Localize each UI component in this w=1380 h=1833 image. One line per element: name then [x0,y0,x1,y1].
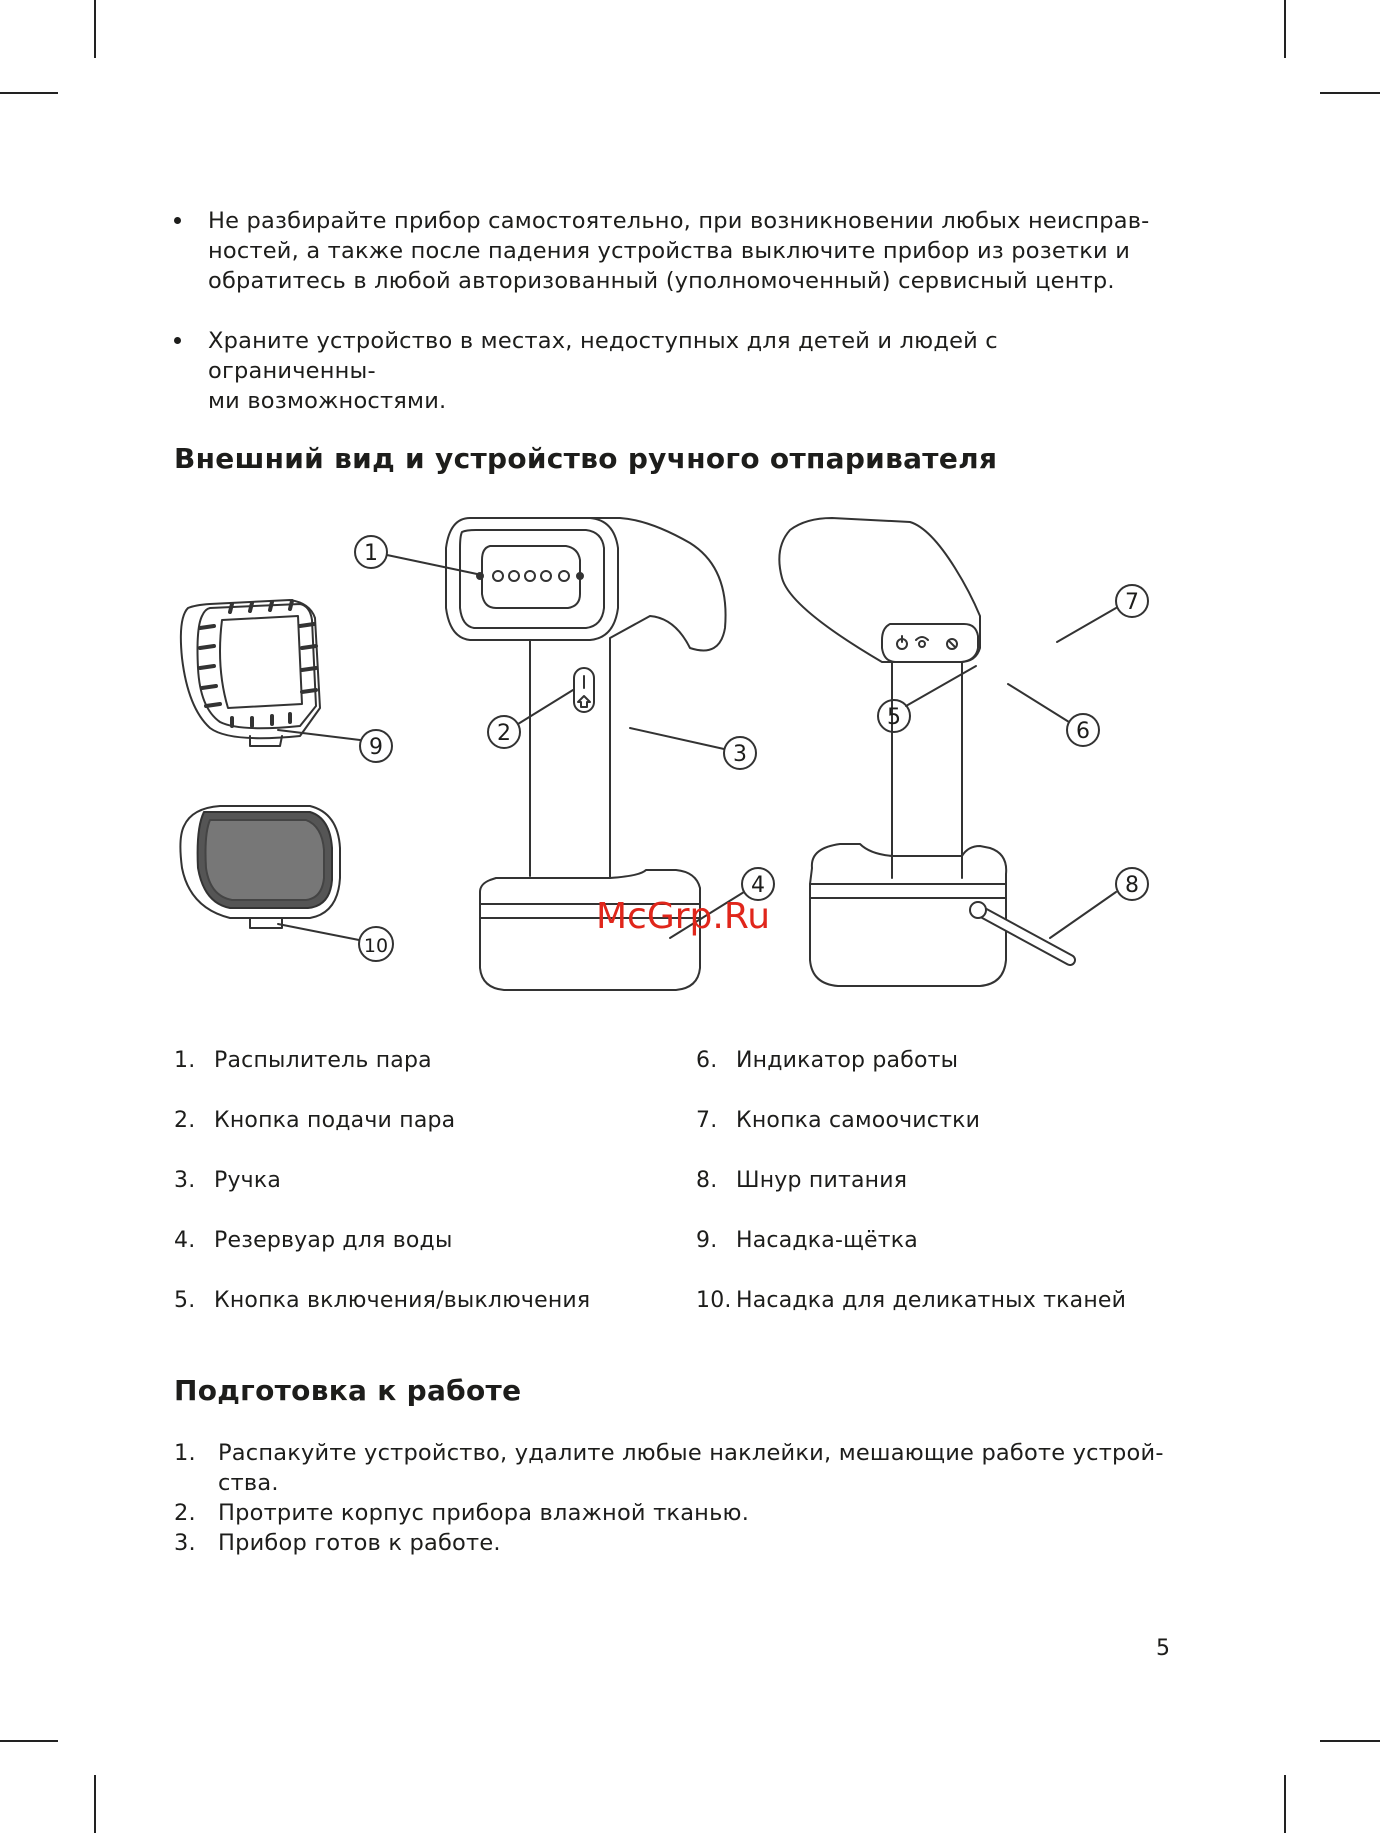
steamer-back-drawing [779,518,1070,986]
part-item [696,1108,980,1133]
page-number: 5 [1156,1636,1170,1661]
part-number: 4. [174,1228,196,1253]
part-item [696,1048,958,1073]
text-line: Прибор готов к работе. [218,1530,501,1556]
part-label: Насадка-щётка [736,1228,918,1253]
text-line: ства. [218,1470,279,1496]
crop-mark [1320,1740,1380,1742]
part-item [174,1168,281,1193]
part-item [696,1168,907,1193]
part-label: Распылитель пара [214,1048,432,1073]
part-item [696,1228,918,1253]
part-label: Кнопка подачи пара [214,1108,456,1133]
part-number: 3. [174,1168,196,1193]
callout-9: 9 [369,735,383,760]
crop-mark [1284,1775,1286,1833]
part-number: 9. [696,1228,718,1253]
crop-mark [94,0,96,58]
step-number: 2. [174,1500,196,1526]
callout-6: 6 [1076,719,1090,744]
delicate-attachment-drawing [180,806,340,928]
crop-mark [94,1775,96,1833]
callout-4: 4 [751,873,765,898]
step-number: 1. [174,1440,196,1466]
preparation-steps [174,1438,1174,1558]
crop-mark [0,92,58,94]
part-item [174,1288,590,1313]
crop-mark [1284,0,1286,58]
part-label: Насадка для деликатных тканей [736,1288,1127,1313]
part-label: Ручка [214,1168,282,1193]
steamer-diagram [170,508,1180,1008]
part-number: 2. [174,1108,196,1133]
part-item [174,1048,432,1073]
part-item [174,1108,455,1133]
part-label: Кнопка включения/выключения [214,1288,591,1313]
crop-mark [1320,92,1380,94]
callout-10: 10 [363,935,389,957]
text-line: обратитесь в любой авторизованный (уполномоченный) сервисный центр. [208,268,1115,294]
part-number: 5. [174,1288,196,1313]
part-number: 1. [174,1048,196,1073]
watermark: McGrp.Ru [596,896,771,937]
crop-mark [0,1740,58,1742]
text-line: Храните устройство в местах, недоступных для детей и людей с ограниченны- [208,328,998,384]
safety-bullets [174,206,1164,416]
part-number: 10. [696,1288,732,1313]
brush-attachment-drawing [181,600,320,746]
callout-7: 7 [1125,590,1139,615]
bullet-item [174,326,1164,416]
callout-2: 2 [497,721,511,746]
part-number: 6. [696,1048,718,1073]
callout-1: 1 [364,541,378,566]
callout-3: 3 [733,742,747,767]
text-line: ми возможностями. [208,388,447,414]
part-label: Индикатор работы [736,1048,959,1073]
part-label: Резервуар для воды [214,1228,453,1253]
part-item [696,1288,1126,1313]
appearance-heading: Внешний вид и устройство ручного отпаривателя [174,442,998,475]
bullet-item [174,206,1164,296]
part-number: 7. [696,1108,718,1133]
text-line: Не разбирайте прибор самостоятельно, при возникновении любых неисправ- [208,208,1150,234]
callout-8: 8 [1125,873,1139,898]
text-line: Распакуйте устройство, удалите любые наклейки, мешающие работе устрой- [218,1440,1164,1466]
part-item [174,1228,453,1253]
step-item [174,1438,1174,1498]
step-item [174,1498,1174,1528]
step-number: 3. [174,1530,196,1556]
part-number: 8. [696,1168,718,1193]
callout-5: 5 [887,705,901,730]
preparation-heading: Подготовка к работе [174,1374,522,1407]
text-line: Протрите корпус прибора влажной тканью. [218,1500,750,1526]
text-line: ностей, а также после падения устройства выключите прибор из розетки и [208,238,1131,264]
step-item [174,1528,1174,1558]
part-label: Кнопка самоочистки [736,1108,981,1133]
part-label: Шнур питания [736,1168,908,1193]
